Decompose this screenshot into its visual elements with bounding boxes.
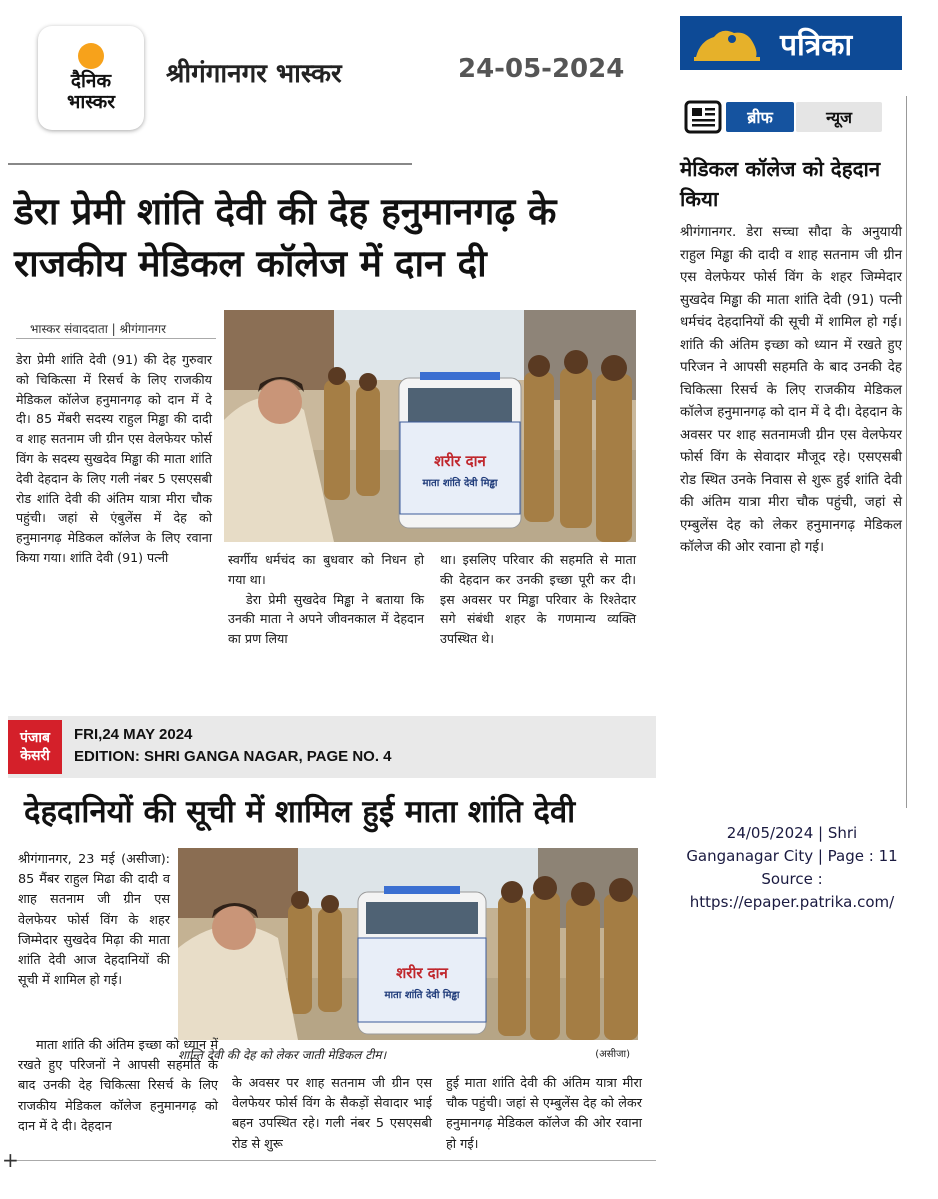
bhaskar-byline: भास्कर संवाददाता | श्रीगंगानगर [30, 322, 167, 336]
patrika-source-info [666, 822, 918, 914]
sun-icon [78, 43, 104, 69]
punjab-kesari-logo [8, 720, 62, 774]
bhaskar-col2-para2: डेरा प्रेमी सुखदेव मिड्ढा ने बताया कि उनकी माता ने अपने जीवनकाल में देहदान का प्रण लिया [228, 591, 424, 647]
bhaskar-article-column-3: था। इसलिए परिवार की सहमति से माता की देहदान कर उनकी इच्छा पूरी कर दी। इस अवसर पर मिड्ढा परिवार के रिश्तेदार सगे संबंधी शहर के गणमान्य व्यक्ति उपस्थित थे। [440, 552, 636, 647]
bhaskar-article-column-1: डेरा प्रेमी शांति देवी (91) की देह गुरुवार को चिकित्सा में रिसर्च के लिए राजकीय मेडिकल कॉलेज हनुमानगढ़ को दान में दे दी। 85 मेंबरी सदस्य राहुल मिड्ढा की दादी व शाह सतनाम जी ग्रीन एस वेलफेयर फोर्स विंग के सदस्य सुखदेव मिड्ढा की माता शांति देवी देहदान के लिए गली नंबर 5 एसएसबी रोड शांति देवी की अंतिम यात्रा मीरा चौक पहुंची। जहां से एंबुलेंस में देह को हनुमानगढ़ मेडिकल कॉलेज के लिए रवाना किया गया। शांति देवी (91) पत्नी [16, 352, 212, 565]
kesari-photo-caption [178, 1046, 638, 1063]
bhaskar-edition-title: श्रीगंगानगर भास्कर [166, 59, 342, 89]
bhaskar-headline: डेरा प्रेमी शांति देवी की देह हनुमानगढ़ के राजकीय मेडिकल कॉलेज में दान दी [14, 190, 557, 285]
bhaskar-date: 24-05-2024 [458, 54, 625, 84]
patrika-source-url: https://epaper.patrika.com/ [689, 893, 895, 911]
kesari-logo-line2: केसरी [20, 748, 50, 764]
bhaskar-col2-para1: स्वर्गीय धर्मचंद का बुधवार को निधन हो गया था। [228, 552, 424, 587]
kesari-procession-photo [178, 848, 638, 1040]
patrika-name: पत्रिका [780, 27, 853, 63]
news-label: न्यूज [796, 102, 882, 132]
bhaskar-article-column-2 [228, 550, 424, 649]
newspaper-icon [684, 98, 722, 136]
kesari-article-column-2: के अवसर पर शाह सतनाम जी ग्रीन एस वेलफेयर फोर्स विंग के सैकड़ों सेवादार भाई बहन उपस्थित रहे। गली नंबर 5 एसएसबी रोड से शुरू [232, 1076, 432, 1152]
kesari-article-column-1: श्रीगंगानगर, 23 मई (असीजा): 85 मैंबर राहुल मिढा की दादी व शाह सतनाम जी ग्रीन एस वेलफेयर फोर्स विंग के शहर जिम्मेदार सुखदेव मिढ़ा की माता शांति देवी आज देहदानियों की सूची में शामिल हो गई। [18, 852, 170, 989]
kesari-banner-subtitle: माता शांति देवी मिड्ढा [384, 990, 460, 1001]
patrika-article-body: श्रीगंगानगर. डेरा सच्चा सौदा के अनुयायी राहुल मिड्ढा की दादी व शाह सतनाम जी ग्रीन एस वेलफेयर फोर्स विंग के शहर जिम्मेदार सुखदेव मिड्ढा की माता शांति देवी (91) पत्नी धर्मचंद देहदानियों की सूची में शामिल हो गई। शांति की अंतिम इच्छा को ध्यान में रखते हुए परिजन ने आपसी सहमति के बाद उनकी देह चिकित्सा रिसर्च के लिए राजकीय मेडिकल कॉलेज हनुमानगढ़ को दान में दे दी। देहदान के अवसर पर शाह सतनामजी ग्रीन एस वेलफेयर फोर्स विंग के सेवादार मौजूद रहे। एसएसबी रोड स्थित उनके निवास से शुरू हुई शांति देवी की अंतिम यात्रा मीरा चौक पहुंची, जहां से एम्बुलेंस देह को लेकर हनुमानगढ़ मेडिकल कॉलेज की ओर रवाना हो गई। [680, 225, 902, 555]
kesari-caption-text: शान्ति देवी की देह को लेकर जाती मेडिकल टीम। [178, 1048, 387, 1062]
patrika-source-line-3: Source : [761, 870, 823, 888]
bhaskar-logo-line2: भास्कर [66, 91, 116, 113]
brief-news-label [684, 96, 882, 138]
brief-label: ब्रीफ [726, 102, 794, 132]
bhaskar-banner-title: शरीर दान [434, 452, 486, 470]
kesari-photo-credit: (असीजा) [595, 1049, 630, 1060]
patrika-column-rule [906, 96, 907, 808]
bhaskar-byline-divider [16, 338, 216, 339]
bhaskar-divider [8, 163, 412, 165]
kesari-article-column-3: हुई माता शांति देवी की अंतिम यात्रा मीरा चौक पहुंची। जहां से एम्बुलेंस देह को लेकर हनुमानगढ़ मेडिकल कॉलेज की ओर रवाना हो गई। [446, 1076, 642, 1152]
kesari-banner-title: शरीर दान [396, 964, 448, 982]
patrika-headline: मेडिकल कॉलेज को देहदान किया [680, 157, 881, 211]
bhaskar-banner-subtitle: माता शांति देवी मिड्ढा [422, 478, 498, 489]
crop-mark-icon: + [2, 1148, 19, 1172]
patrika-masthead [680, 16, 902, 70]
kesari-headline: देहदानियों की सूची में शामिल हुई माता शांति देवी [24, 794, 576, 830]
bhaskar-logo-line1: दैनिक [70, 70, 112, 92]
kesari-article-column-1b: माता शांति की अंतिम इच्छा को ध्यान में रखते हुए परिजनों ने आपसी सहमति के बाद उनकी देह चिकित्सा रिसर्च के लिए राजकीय मेडिकल कॉलेज हनुमानगढ़ को दान में दे दी। देहदान [18, 1038, 218, 1134]
kesari-edition: EDITION: SHRI GANGA NAGAR, PAGE NO. 4 [74, 748, 392, 765]
kesari-logo-line1: पंजाब [20, 730, 50, 746]
kesari-bottom-rule [8, 1160, 656, 1161]
patrika-source-line-2: Ganganagar City | Page : 11 [686, 847, 898, 865]
bhaskar-procession-photo [224, 310, 636, 542]
patrika-source-line-1: 24/05/2024 | Shri [726, 824, 858, 842]
lion-emblem-icon [692, 23, 762, 63]
kesari-date: FRI,24 MAY 2024 [74, 726, 193, 743]
dainik-bhaskar-logo [38, 26, 144, 130]
